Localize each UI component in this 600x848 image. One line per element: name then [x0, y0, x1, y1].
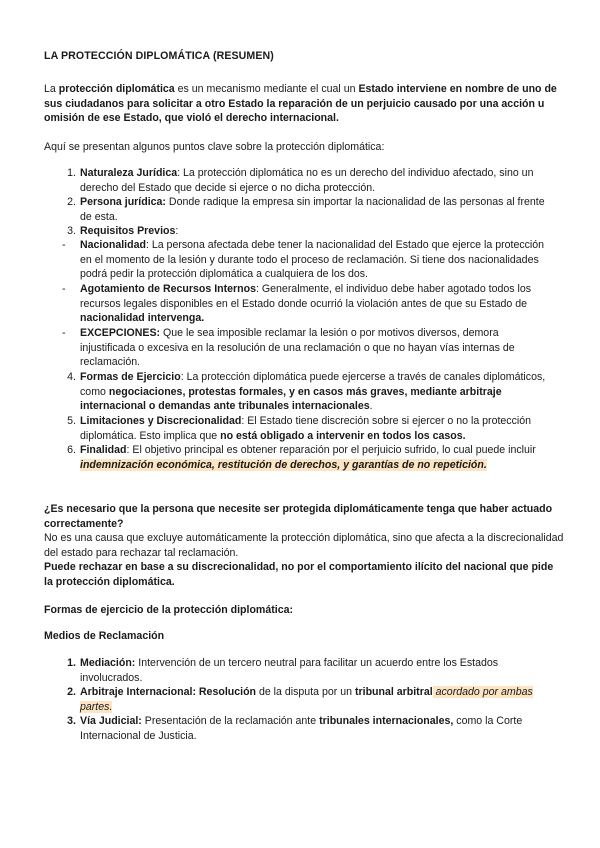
list-label: Persona jurídica: — [80, 196, 166, 208]
sub-text: : La persona afectada debe tener la nacionalidad del Estado que ejerce la protección en el momento de la lesión y durante todo el proceso de reclamación. Si tiene dos nacionalidades podrá pedir la protección diplomática a cualquiera de los dos. — [80, 239, 545, 281]
list-text: Intervención de un tercero neutral para facilitar un acuerdo entre los Estados involucrados. — [80, 657, 499, 684]
list-number: 3. — [67, 225, 76, 237]
list-text: Donde radique la empresa sin importar la nacionalidad de las personas al frente de esta. — [80, 196, 545, 223]
list-label: Arbitraje Internacional: Resolución — [80, 686, 257, 698]
list-number: 1. — [67, 167, 76, 179]
sub-label: EXCEPCIONES: — [80, 327, 161, 339]
list-number: 2. — [67, 196, 76, 208]
sub-label: Nacionalidad — [80, 239, 146, 251]
intro-bold-term: protección diplomática — [58, 83, 175, 95]
medios-title-text: Medios de Reclamación — [44, 630, 165, 642]
sub-text: Que le sea imposible reclamar la lesión o por motivos diversos, demora injustificada o excesiva en la resolución de una reclamación o que no hayan vías internas de reclamación. — [80, 327, 515, 369]
list-number: 3. — [67, 715, 76, 727]
list-number: 2. — [67, 686, 76, 698]
sub-list-item — [62, 238, 550, 282]
list-bold-tail: no está obligado a intervenir en todos los casos. — [220, 429, 466, 442]
dash-bullet: - — [62, 239, 66, 251]
question-text: ¿Es necesario que la persona que necesite ser protegida diplomáticamente tenga que haber actuado correctamente? — [44, 503, 553, 530]
list-label: Requisitos Previos — [80, 225, 176, 237]
points-intro: Aquí se presentan algunos puntos clave sobre la protección diplomática: — [44, 141, 385, 153]
answer-text: No es una causa que excluye automáticamente la protección diplomática, sino que afecta a la discrecionalidad del estado para rechazar tal reclamación. — [44, 532, 564, 559]
answer-bold: Puede rechazar en base a su discrecionalidad, no por el comportamiento ilícito del nacional que pide la protección diplomática. — [44, 561, 554, 588]
list-number: 4. — [67, 371, 76, 383]
highlighted-text: indemnización económica, restitución de derechos, y garantías de no repetición. — [80, 458, 487, 471]
list-bold-tail: tribunales internacionales, — [319, 715, 454, 727]
list-label: Naturaleza Jurídica — [80, 167, 178, 179]
dash-bullet: - — [62, 327, 66, 339]
list-label: Vía Judicial: — [80, 715, 142, 727]
intro-bold-definition: Estado interviene en nombre de uno de sus ciudadanos para solicitar a otro Estado la reparación de un perjuicio causado por una acción u omisión de ese Estado, que violó el derecho internacional. — [44, 83, 557, 125]
list-label: Limitaciones y Discrecionalidad — [80, 415, 242, 427]
dash-bullet: - — [62, 283, 66, 295]
list-item — [67, 166, 550, 195]
answer-paragraph — [44, 531, 564, 589]
document-title: LA PROTECCIÓN DIPLOMÁTICA (RESUMEN) — [44, 50, 274, 62]
sub-text: : Generalmente, el individuo debe haber agotado todos los recursos legales disponibles en el Estado donde ocurrió la violación antes de que su Estado de — [80, 283, 532, 310]
list-item — [67, 443, 550, 472]
medios-item — [67, 685, 550, 714]
list-number: 6. — [67, 444, 76, 456]
list-number: 5. — [67, 415, 76, 427]
list-item — [67, 414, 550, 443]
list-bold-tail: negociaciones, protestas formales, y en casos más graves, mediante arbitraje internacional o demandas ante tribunales internacionales — [80, 385, 502, 413]
medios-title — [44, 629, 564, 644]
list-text: : La protección diplomática no es un derecho del individuo afectado, sino un derecho del Estado que decide si ejerce o no dicha protección. — [80, 167, 534, 194]
list-bold-tail: tribunal arbitral — [354, 686, 433, 698]
list-end: . — [369, 400, 373, 413]
sub-bold-tail: nacionalidad intervenga. — [80, 312, 205, 325]
sub-list-item — [62, 326, 550, 370]
sub-label: Agotamiento de Recursos Internos — [80, 283, 257, 295]
intro-paragraph — [44, 82, 564, 126]
section-title-text: Formas de ejercicio de la protección diplomática: — [44, 604, 294, 616]
sub-list-item — [62, 282, 550, 326]
list-end: como la Corte Internacional de Justicia. — [80, 715, 523, 742]
list-label: Finalidad — [80, 444, 127, 456]
list-text: : La protección diplomática puede ejercerse a través de canales diplomáticos, como — [80, 371, 546, 398]
list-item — [67, 195, 550, 224]
medios-item — [67, 656, 550, 685]
list-text: : — [175, 225, 179, 237]
list-text: : El Estado tiene discreción sobre si ejercer o no la protección diplomática. Esto implica que — [80, 415, 532, 442]
highlighted-text: acordado por ambas partes. — [80, 686, 533, 713]
intro-text-2: es un mecanismo mediante el cual un — [174, 83, 359, 95]
medios-item — [67, 714, 550, 743]
list-number: 1. — [67, 657, 76, 669]
list-label: Formas de Ejercicio — [80, 371, 181, 383]
intro-text: La — [44, 83, 59, 95]
list-text: de la disputa por un — [256, 686, 355, 698]
list-text: : El objetivo principal es obtener reparación por el perjuicio sufrido, lo cual puede incluir — [126, 444, 536, 456]
list-item — [67, 224, 550, 239]
list-item — [67, 370, 550, 414]
list-text: Presentación de la reclamación ante — [141, 715, 320, 727]
section-title — [44, 603, 564, 618]
list-label: Mediación: — [80, 657, 136, 669]
question-heading — [44, 502, 564, 531]
